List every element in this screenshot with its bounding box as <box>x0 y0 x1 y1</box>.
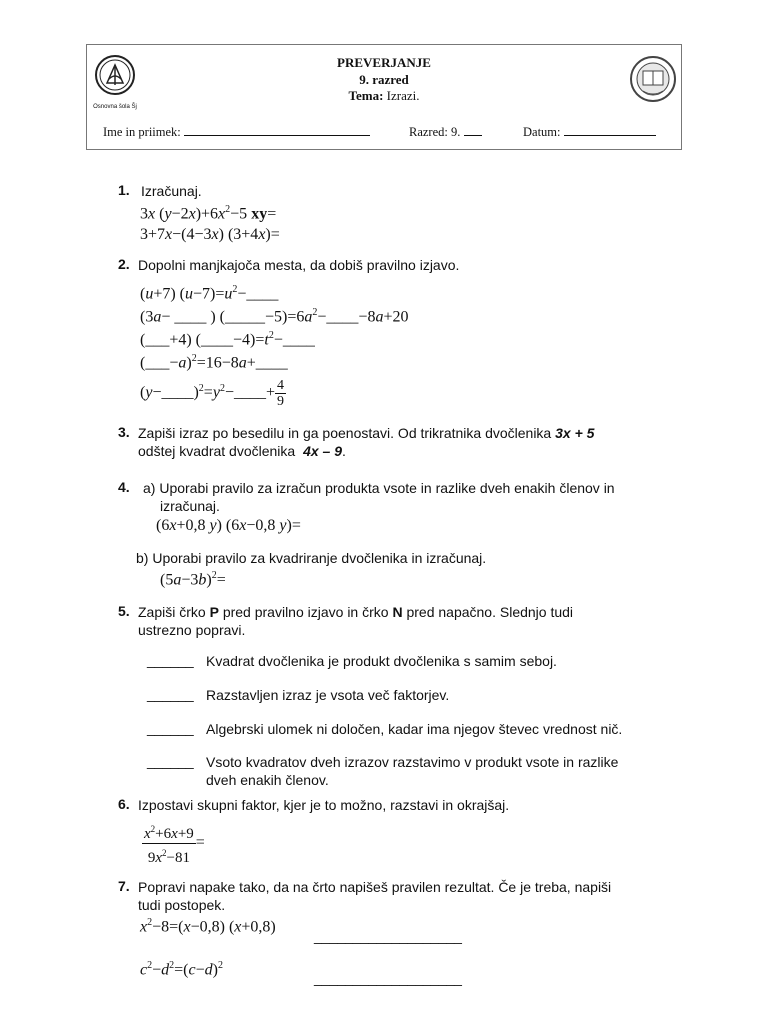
q5-answer-blank-4[interactable]: ______ <box>147 753 194 769</box>
topic-value: Izrazi. <box>386 88 420 103</box>
q1-expression-2: 3+7x−(4−3x) (3+4x)= <box>140 226 280 243</box>
date-label: Datum: <box>523 125 561 139</box>
q5-statement-4-cont: dveh enakih členov. <box>206 772 329 788</box>
q2-expression-4: (___−a)$^2$=16−8a+____ <box>140 353 288 372</box>
class-line[interactable] <box>464 123 482 136</box>
q1-expression-1: 3x $(y-2x)+6x^2-5$ xy= <box>140 204 277 223</box>
q4b-line: b) Uporabi pravilo za kvadriranje dvočlenika in izračunaj. <box>136 550 487 566</box>
topic-label: Tema: <box>348 88 384 103</box>
q6-text: Izpostavi skupni faktor, kjer je to možno, razstavi in okrajšaj. <box>138 797 510 813</box>
class-label: Razred: 9. <box>409 125 461 139</box>
q5-statement-2: Razstavljen izraz je vsota več faktorjev. <box>206 687 450 703</box>
q3-text-2: odštej kvadrat dvočlenika <box>138 443 296 459</box>
q7-line-2: tudi postopek. <box>138 897 226 913</box>
q4a-line-1: a) Uporabi pravilo za izračun produkta vsote in razlike dveh enakih členov in <box>143 480 615 496</box>
q2-expression-5: $(y-\_\_\_\_)^2=y^2-\_\_\_\_+$ $\frac{4}{9}$ <box>140 378 284 409</box>
q7-expression-1: $x^2-8=(x-0,8)$ (x+0,8) <box>140 917 276 936</box>
q5-statement-3: Algebrski ulomek ni določen, kadar ima njegov števec vrednost nič. <box>206 721 623 737</box>
name-field[interactable] <box>103 123 370 140</box>
q3-line-1 <box>138 424 594 442</box>
q7-answer-line-1[interactable]: ___________________ <box>314 928 462 944</box>
worksheet-header <box>86 44 682 150</box>
q3-number: 3. <box>118 424 130 440</box>
q5-number: 5. <box>118 603 130 619</box>
q2-expression-2: (3a− ____ ) $(\_\_\_\_\_-5)=6a^2-\_\_\_\_-8a+20$ <box>140 307 409 326</box>
date-field[interactable] <box>523 123 656 140</box>
date-line[interactable] <box>564 123 656 136</box>
worksheet-title: PREVERJANJE <box>337 55 431 70</box>
q4-number: 4. <box>118 479 130 495</box>
q1-text: Izračunaj. <box>141 183 202 199</box>
q2-expression-3: (___+4) $(\_\_\_\_-4)=t^2-\_\_\_\_$ <box>140 330 315 349</box>
school-name: Osnovna šola Šj <box>93 104 137 110</box>
q4a-expression: (6x+0,8 y) (6x−0,8 y)= <box>156 517 301 534</box>
q5-letter-p: P <box>209 604 219 620</box>
q2-fraction: $\frac{4}{9}$ <box>276 378 284 409</box>
q2-expression-1: (u+7) $(u-7)=u^2-\_\_\_\_$ <box>140 284 279 303</box>
q2-text: Dopolni manjkajoča mesta, da dobiš pravilno izjavo. <box>138 257 460 273</box>
q3-text-1: Zapiši izraz po besedilu in ga poenostavi. Od trikratnika dvočlenika <box>138 425 552 441</box>
q7-number: 7. <box>118 878 130 894</box>
q7-line-1: Popravi napake tako, da na črto napišeš pravilen rezultat. Če je treba, napiši <box>138 879 612 895</box>
name-line[interactable] <box>184 123 370 136</box>
q4a-line-2: izračunaj. <box>160 498 220 514</box>
q6-fraction: $\frac{x^2+6x+9}{9x^2-81}$ <box>142 820 196 867</box>
q5-answer-blank-1[interactable]: ______ <box>147 652 194 668</box>
q5-statement-4: Vsoto kvadratov dveh izrazov razstavimo v produkt vsote in razlike <box>206 754 619 770</box>
q6-number: 6. <box>118 796 130 812</box>
q2-number: 2. <box>118 256 130 272</box>
class-field[interactable] <box>409 123 482 140</box>
q3-line-2: odštej kvadrat dvočlenika 4x – 9. <box>138 443 346 459</box>
q5-line-1: Zapiši črko P pred pravilno izjavo in črko N pred napačno. Slednjo tudi <box>138 604 574 620</box>
topic-line <box>87 88 681 104</box>
q5-letter-n: N <box>392 604 403 620</box>
name-label: Ime in priimek: <box>103 125 181 139</box>
q3-binomial-1: 3x + 5 <box>555 425 595 441</box>
q5-statement-1: Kvadrat dvočlenika je produkt dvočlenika s samim seboj. <box>206 653 557 669</box>
grade-label: 9. razred <box>359 72 409 87</box>
q7-expression-2: $c^2-d^2=(c-d)^2$ <box>140 960 223 979</box>
q3-binomial-2: 4x – 9 <box>303 443 343 459</box>
q5-answer-blank-2[interactable]: ______ <box>147 686 194 702</box>
q7-answer-line-2[interactable]: ___________________ <box>314 970 462 986</box>
q4b-expression: $(5a-3b)^2=$ <box>160 570 226 589</box>
q1-number: 1. <box>118 182 130 198</box>
q5-line-2: ustrezno popravi. <box>138 622 246 638</box>
q6-expression: $\frac{x^2+6x+9}{9x^2-81}$ = <box>142 820 205 867</box>
q5-answer-blank-3[interactable]: ______ <box>147 720 194 736</box>
